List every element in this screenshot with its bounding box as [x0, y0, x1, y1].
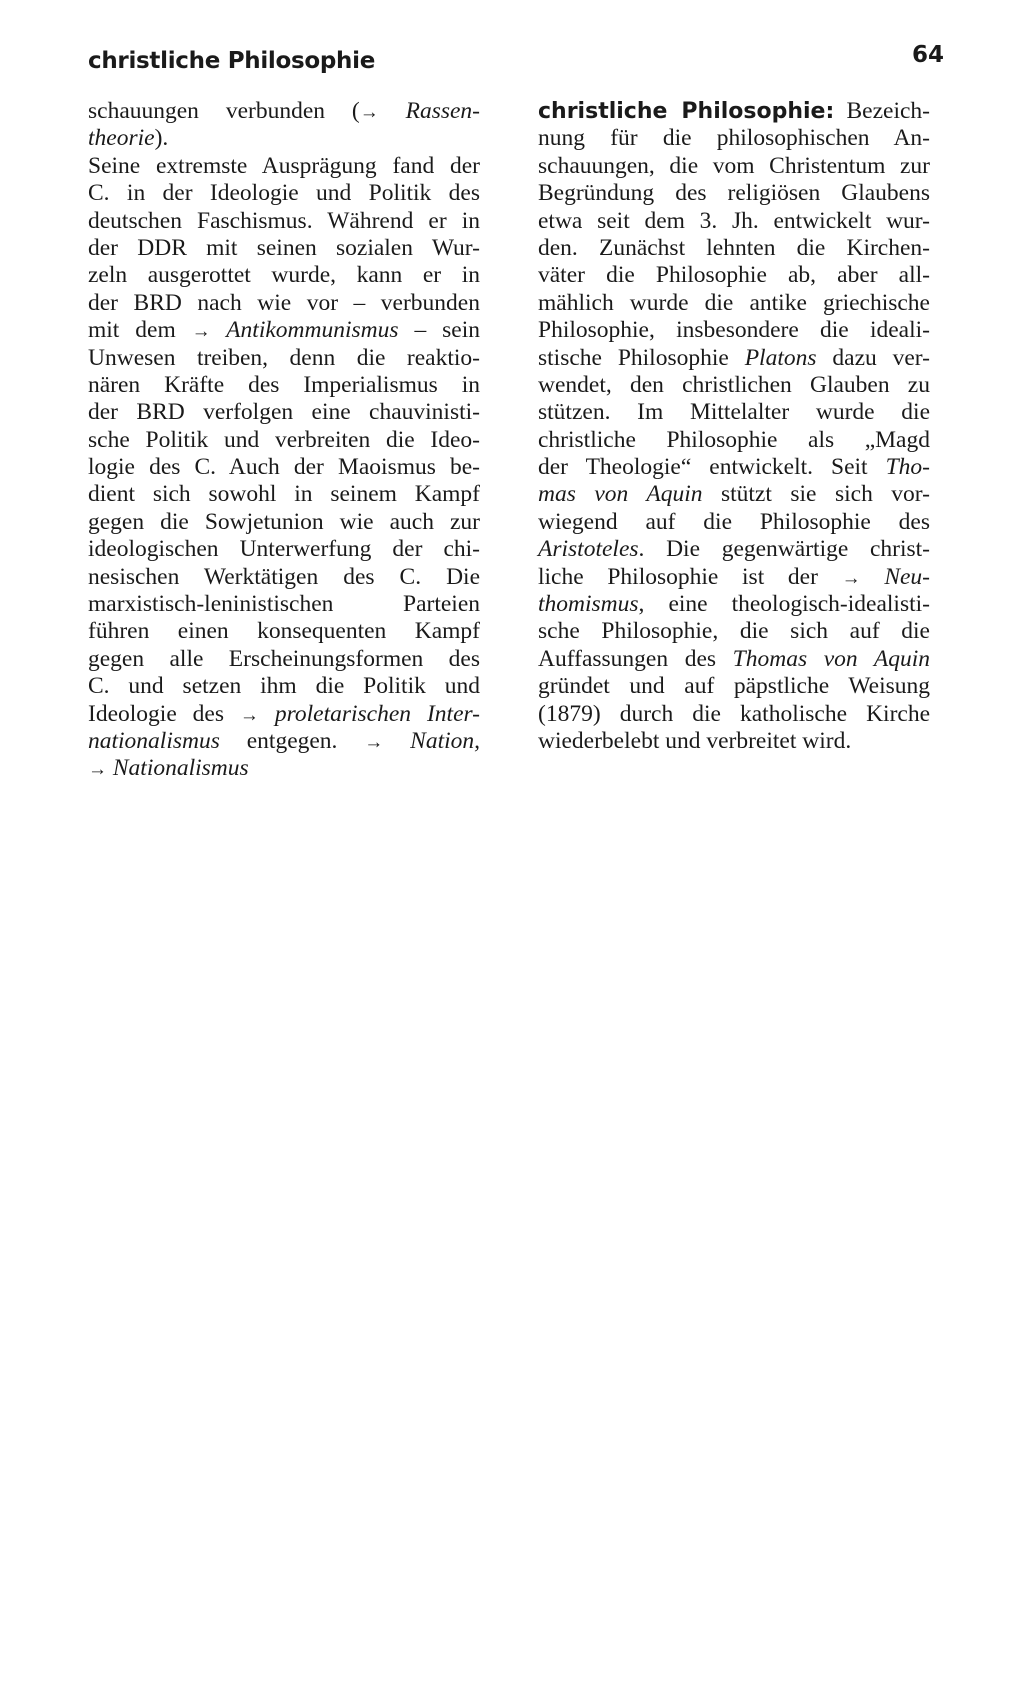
text-run: wendet, den christlichen Glauben zu — [538, 371, 930, 398]
text-line — [88, 618, 480, 645]
text-run: stische Philosophie — [538, 344, 745, 371]
text-line — [88, 399, 480, 426]
text-run: der DDR mit seinen sozialen Wur- — [88, 234, 480, 261]
italic-term: nationalismus — [88, 727, 220, 754]
text-run: führen einen konsequenten Kampf — [88, 618, 480, 645]
text-run: sche Politik und verbreiten die Ideo- — [88, 426, 480, 453]
text-run: Ideologie des — [88, 700, 240, 727]
text-line — [538, 481, 930, 508]
text-line — [88, 536, 480, 563]
text-run: schauungen verbunden ( — [88, 98, 360, 124]
text-line — [88, 701, 480, 728]
cross-reference-arrow-icon: → — [88, 759, 107, 781]
italic-term: mas von Aquin — [538, 481, 703, 508]
text-run: nären Kräfte des Imperialismus in — [88, 371, 480, 398]
text-run: der BRD nach wie vor – verbunden — [88, 289, 480, 316]
text-run: deutschen Faschismus. Während er in — [88, 207, 480, 234]
text-run: dazu ver- — [816, 344, 930, 371]
text-run: zeln ausgerottet wurde, kann er in — [88, 262, 480, 289]
text-line — [538, 454, 930, 481]
text-line — [88, 317, 480, 344]
text-line — [538, 701, 930, 728]
cross-reference-arrow-icon: → — [364, 731, 384, 753]
text-run: nesischen Werktätigen des C. Die — [88, 563, 480, 590]
left-column — [88, 98, 480, 783]
text-run: C. und setzen ihm die Politik und — [88, 673, 480, 700]
text-run: gegen die Sowjetunion wie auch zur — [88, 508, 480, 535]
text-line — [88, 454, 480, 481]
text-line — [538, 427, 930, 454]
text-line — [538, 509, 930, 536]
text-line — [88, 208, 480, 235]
text-run: (1879) durch die katholische Kirche — [538, 700, 930, 727]
text-run: der BRD verfolgen eine chauvinisti- — [88, 399, 480, 426]
text-line — [88, 345, 480, 372]
text-run: mit dem — [88, 317, 192, 344]
text-run: mählich wurde die antike griechische — [538, 289, 930, 316]
text-run: wiegend auf die Philosophie des — [538, 508, 930, 535]
text-line — [88, 125, 480, 152]
text-run: stützt sie sich vor- — [702, 481, 930, 508]
text-line — [538, 618, 930, 645]
text-run: , eine theologisch-idealisti- — [638, 591, 930, 618]
page-number: 64 — [911, 42, 944, 68]
text-line — [538, 153, 930, 180]
text-run: liche Philosophie ist der — [538, 563, 842, 590]
text-run: gegen alle Erscheinungsformen des — [88, 645, 480, 672]
text-line — [88, 564, 480, 591]
text-line — [538, 262, 930, 289]
text-line — [538, 317, 930, 344]
text-run: Begründung des religiösen Glaubens — [538, 180, 930, 207]
text-line — [538, 646, 930, 673]
text-line — [538, 98, 930, 125]
text-run: Philosophie, insbesondere die ideali- — [538, 317, 930, 344]
text-line — [88, 509, 480, 536]
text-run: logie des C. Auch der Maoismus be- — [88, 454, 480, 481]
italic-term: Antikommunismus — [210, 317, 399, 344]
text-run: Unwesen treiben, denn die reaktio- — [88, 344, 480, 371]
text-line — [538, 345, 930, 372]
text-run: marxistisch-leninistischen Parteien — [88, 591, 480, 618]
text-run: schauungen, die vom Christentum zur — [538, 152, 930, 179]
cross-reference-arrow-icon: → — [841, 567, 861, 589]
text-line — [538, 180, 930, 207]
text-line — [88, 262, 480, 289]
text-run: etwa seit dem 3. Jh. entwickelt wur- — [538, 207, 930, 234]
italic-term: Tho- — [885, 454, 930, 481]
text-run: gründet und auf päpstliche Weisung — [538, 673, 930, 700]
italic-term: Platons — [744, 344, 817, 371]
text-run: wiederbelebt und verbreitet wird. — [538, 727, 852, 754]
text-line — [88, 290, 480, 317]
text-line — [88, 153, 480, 180]
text-line — [538, 125, 930, 152]
text-run: Auffassungen des — [538, 645, 733, 672]
text-run: dient sich sowohl in seinem Kampf — [88, 481, 480, 508]
italic-term: Nationalismus — [107, 755, 249, 782]
text-run: nung für die philosophischen An- — [538, 125, 930, 152]
text-run: den. Zunächst lehnten die Kirchen- — [538, 234, 930, 261]
text-line — [538, 564, 930, 591]
text-line — [88, 728, 480, 755]
text-line — [538, 208, 930, 235]
italic-term: Nation, — [383, 727, 481, 754]
italic-term: Aristoteles — [538, 536, 639, 563]
text-run: ). — [154, 125, 169, 152]
cross-reference-arrow-icon: → — [359, 102, 379, 123]
italic-term: Rassen- — [378, 98, 481, 124]
italic-term: Neu- — [860, 563, 930, 590]
text-line — [538, 728, 930, 755]
text-run: C. in der Ideologie und Politik des — [88, 180, 480, 207]
text-line — [88, 427, 480, 454]
text-line — [538, 372, 930, 399]
running-head: christliche Philosophie — [88, 48, 376, 74]
text-line — [538, 591, 930, 618]
text-run: der Theologie“ entwickelt. Seit — [538, 454, 886, 481]
text-line — [88, 180, 480, 207]
text-run: stützen. Im Mittelalter wurde die — [538, 399, 930, 426]
text-line — [88, 98, 480, 125]
cross-reference-arrow-icon: → — [191, 321, 211, 343]
text-run: väter die Philosophie ab, aber all- — [538, 262, 930, 289]
italic-term: Thomas von Aquin — [732, 645, 930, 672]
text-run: entgegen. — [219, 727, 365, 754]
text-line — [88, 673, 480, 700]
text-run: Bezeich- — [834, 98, 930, 124]
text-line — [538, 536, 930, 563]
text-line — [88, 755, 480, 782]
text-run: ideologischen Unterwerfung der chi- — [88, 536, 480, 563]
text-line — [538, 235, 930, 262]
text-line — [538, 673, 930, 700]
text-line — [538, 399, 930, 426]
text-run: sche Philosophie, die sich auf die — [538, 618, 930, 645]
text-line — [538, 290, 930, 317]
italic-term: proletarischen Inter- — [258, 700, 480, 727]
text-line — [88, 591, 480, 618]
text-line — [88, 235, 480, 262]
text-run: christliche Philosophie als „Magd — [538, 426, 930, 453]
italic-term: theorie — [88, 125, 155, 152]
text-run: Seine extremste Ausprägung fand der — [88, 152, 480, 179]
text-run: . Die gegenwärtige christ- — [638, 536, 930, 563]
italic-term: thomismus — [538, 591, 639, 618]
right-column — [538, 98, 930, 755]
cross-reference-arrow-icon: → — [239, 704, 259, 726]
text-line — [88, 646, 480, 673]
text-run: – sein — [398, 317, 480, 344]
entry-headword: christliche Philosophie: — [538, 99, 835, 124]
text-line — [88, 481, 480, 508]
text-line — [88, 372, 480, 399]
